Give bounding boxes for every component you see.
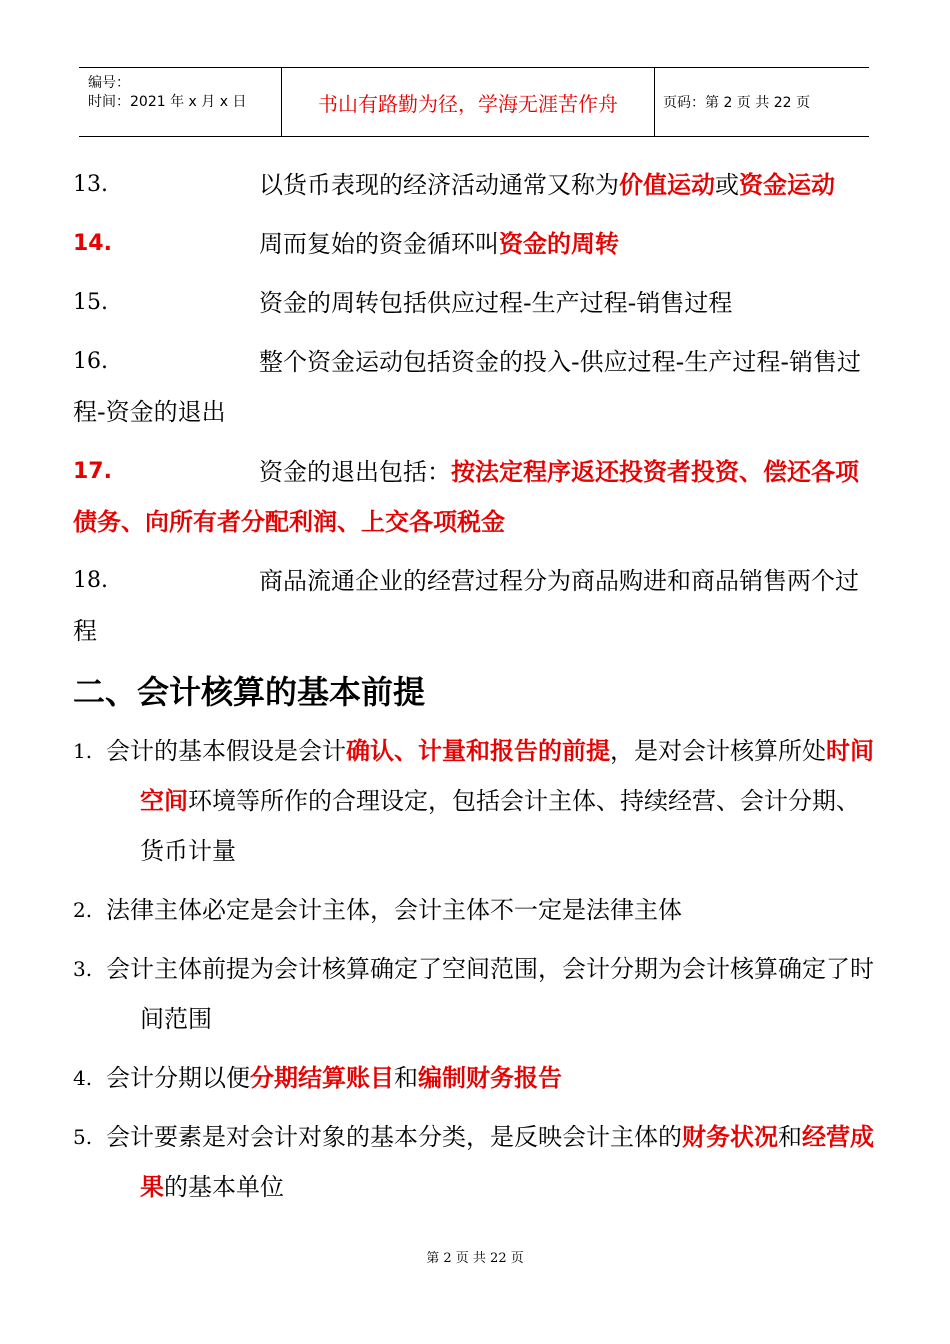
list-item — [73, 1053, 877, 1103]
item-highlight: 按法定程序返还投资者投资、偿还各项债务、向所有者分配利润、上交各项税金 — [73, 458, 859, 536]
item-number: 16. — [73, 349, 108, 374]
item-number: 14. — [73, 231, 112, 256]
list-item — [73, 219, 877, 269]
item-highlight: 资金运动 — [739, 171, 835, 199]
item-text: 和 — [778, 1123, 802, 1151]
time-label: 时间：2021 年 x 月 x 日 — [88, 94, 247, 110]
list-item — [73, 726, 877, 876]
item-highlight: 分期结算账目 — [250, 1064, 394, 1092]
item-text: 的基本单位 — [164, 1173, 284, 1201]
header-page-info: 页码：第 2 页 共 22 页 — [663, 95, 810, 111]
item-highlight: 确认、计量和报告的前提 — [346, 737, 610, 765]
item-number: 15. — [73, 290, 108, 315]
list-item — [73, 337, 877, 437]
item-number: 5. — [73, 1125, 93, 1149]
item-highlight: 价值运动 — [619, 171, 715, 199]
page-footer: 第 2 页 共 22 页 — [426, 1251, 524, 1266]
list-item — [73, 885, 877, 935]
item-highlight: 时间空间 — [140, 737, 874, 815]
list-item — [73, 556, 877, 656]
item-highlight: 财务状况 — [682, 1123, 778, 1151]
header-divider — [654, 68, 655, 136]
item-number: 17. — [73, 459, 112, 484]
item-number: 3. — [73, 957, 93, 981]
section-title: 二、会计核算的基本前提 — [73, 673, 426, 711]
item-text: 或 — [715, 171, 739, 199]
item-text: ，是对会计核算所处 — [610, 737, 826, 765]
item-text: 法律主体必定是会计主体，会计主体不一定是法律主体 — [106, 896, 682, 924]
code-label: 编号： — [88, 75, 130, 91]
item-text: 会计分期以便 — [106, 1064, 250, 1092]
item-number: 18. — [73, 568, 108, 593]
item-number: 1. — [73, 739, 93, 763]
header-motto: 书山有路勤为径，学海无涯苦作舟 — [318, 91, 618, 116]
item-highlight: 编制财务报告 — [418, 1064, 562, 1092]
page-header — [79, 67, 869, 137]
list-item — [73, 944, 877, 1044]
item-highlight: 资金的周转 — [499, 230, 619, 258]
item-text: 会计主体前提为会计核算确定了空间范围，会计分期为会计核算确定了时间范围 — [106, 955, 874, 1033]
item-text: 会计的基本假设是会计 — [106, 737, 346, 765]
list-item — [73, 1112, 877, 1212]
item-text: 资金的周转包括供应过程-生产过程-销售过程 — [259, 289, 733, 317]
item-number: 13. — [73, 172, 108, 197]
item-text: 周而复始的资金循环叫 — [259, 230, 499, 258]
item-text: 资金的退出包括： — [259, 458, 451, 486]
item-text: 商品流通企业的经营过程分为商品购进和商品销售两个过程 — [73, 567, 859, 645]
list-item — [73, 160, 877, 210]
item-text: 环境等所作的合理设定，包括会计主体、持续经营、会计分期、货币计量 — [140, 787, 860, 865]
list-item — [73, 447, 877, 547]
header-meta — [88, 74, 246, 112]
item-text: 会计要素是对会计对象的基本分类，是反映会计主体的 — [106, 1123, 682, 1151]
item-text: 和 — [394, 1064, 418, 1092]
item-highlight: 经营成果 — [140, 1123, 874, 1201]
item-text: 整个资金运动包括资金的投入-供应过程-生产过程-销售过程-资金的退出 — [73, 348, 861, 426]
item-text: 以货币表现的经济活动通常又称为 — [259, 171, 619, 199]
list-item — [73, 278, 877, 328]
item-number: 2. — [73, 898, 93, 922]
item-number: 4. — [73, 1066, 93, 1090]
